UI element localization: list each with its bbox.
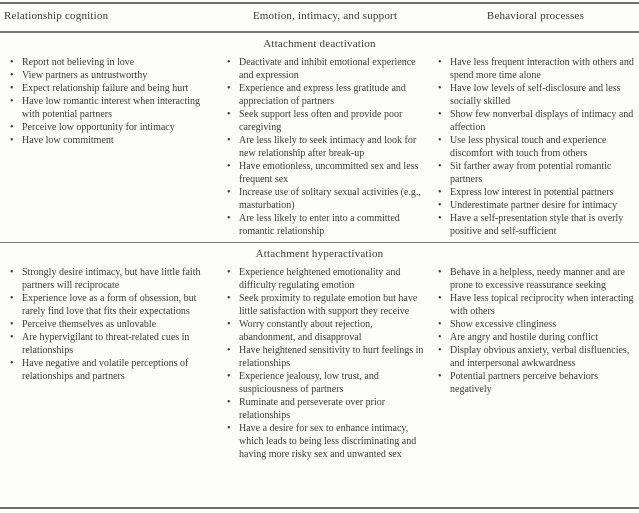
bullet-item: • Experience heightened emotionality and difficulty regulating emotion bbox=[226, 266, 428, 292]
bullet-item: • Ruminate and perseverate over prior relationships bbox=[226, 396, 428, 422]
bullet-item: • Increase use of solitary sexual activities (e.g., masturbation) bbox=[226, 186, 428, 212]
bullet-item: • Have a desire for sex to enhance intimacy, which leads to being less discriminating and having more risky sex and unwanted sex bbox=[226, 422, 428, 461]
bullet-item: • Experience and express less gratitude and appreciation of partners bbox=[226, 82, 428, 108]
bullet-item: • View partners as untrustworthy bbox=[9, 69, 212, 82]
bullet-item: • Perceive themselves as unlovable bbox=[9, 318, 212, 331]
bullet-item: • Behave in a helpless, needy manner and are prone to excessive reassurance seeking bbox=[437, 266, 635, 292]
deactivation-emotion-intimacy-support-list bbox=[218, 56, 432, 238]
hyperactivation-columns bbox=[0, 264, 639, 461]
bullet-item: • Display obvious anxiety, verbal disfluencies, and interpersonal awkwardness bbox=[437, 344, 635, 370]
bullet-item: • Experience love as a form of obsession, but rarely find love that fits their expectations bbox=[9, 292, 212, 318]
bullet-item: • Seek support less often and provide poor caregiving bbox=[226, 108, 428, 134]
bullet-item: • Expect relationship failure and being hurt bbox=[9, 82, 212, 95]
table-header-row bbox=[0, 4, 639, 31]
bullet-item: • Have less frequent interaction with others and spend more time alone bbox=[437, 56, 635, 82]
column-header-emotion-intimacy-support: Emotion, intimacy, and support bbox=[252, 10, 398, 22]
section-attachment-deactivation bbox=[0, 33, 639, 242]
bullet-item: • Express low interest in potential partners bbox=[437, 186, 635, 199]
deactivation-columns bbox=[0, 54, 639, 238]
bullet-item: • Experience jealousy, low trust, and suspiciousness of partners bbox=[226, 370, 428, 396]
section-title-hyperactivation: Attachment hyperactivation bbox=[255, 248, 384, 260]
bullet-item: • Strongly desire intimacy, but have little faith partners will reciprocate bbox=[9, 266, 212, 292]
bullet-item: • Have a self-presentation style that is overly positive and self-sufficient bbox=[437, 212, 635, 238]
deactivation-behavioral-processes-list bbox=[432, 56, 639, 238]
bullet-item: • Have negative and volatile perceptions of relationships and partners bbox=[9, 357, 212, 383]
hyperactivation-relationship-cognition-list bbox=[0, 266, 218, 383]
bullet-item: • Have emotionless, uncommitted sex and less frequent sex bbox=[226, 160, 428, 186]
table-bottom-rule bbox=[0, 507, 639, 509]
column-header-relationship-cognition: Relationship cognition bbox=[4, 10, 109, 22]
bullet-item: • Show excessive clinginess bbox=[437, 318, 635, 331]
hyperactivation-emotion-intimacy-support-list bbox=[218, 266, 432, 461]
bullet-item: • Show few nonverbal displays of intimacy and affection bbox=[437, 108, 635, 134]
bullet-item: • Seek proximity to regulate emotion but have little satisfaction with support they receive bbox=[226, 292, 428, 318]
bullet-item: • Are less likely to seek intimacy and look for new relationship after break-up bbox=[226, 134, 428, 160]
bullet-item: • Worry constantly about rejection, abandonment, and disapproval bbox=[226, 318, 428, 344]
hyperactivation-behavioral-processes-list bbox=[432, 266, 639, 396]
bullet-item: • Have low romantic interest when interacting with potential partners bbox=[9, 95, 212, 121]
bullet-item: • Are hypervigilant to threat-related cues in relationships bbox=[9, 331, 212, 357]
bullet-item: • Have less topical reciprocity when interacting with others bbox=[437, 292, 635, 318]
deactivation-relationship-cognition-list bbox=[0, 56, 218, 147]
bullet-item: • Have low commitment bbox=[9, 134, 212, 147]
bullet-item: • Perceive low opportunity for intimacy bbox=[9, 121, 212, 134]
bullet-item: • Have low levels of self-disclosure and less socially skilled bbox=[437, 82, 635, 108]
bullet-item: • Report not believing in love bbox=[9, 56, 212, 69]
bullet-item: • Have heightened sensitivity to hurt feelings in relationships bbox=[226, 344, 428, 370]
bullet-item: • Are less likely to enter into a committed romantic relationship bbox=[226, 212, 428, 238]
section-attachment-hyperactivation bbox=[0, 243, 639, 507]
bullet-item: • Use less physical touch and experience discomfort with touch from others bbox=[437, 134, 635, 160]
column-header-behavioral-processes: Behavioral processes bbox=[486, 10, 585, 22]
bullet-item: • Are angry and hostile during conflict bbox=[437, 331, 635, 344]
bullet-item: • Underestimate partner desire for intimacy bbox=[437, 199, 635, 212]
bullet-item: • Sit farther away from potential romantic partners bbox=[437, 160, 635, 186]
bullet-item: • Potential partners perceive behaviors negatively bbox=[437, 370, 635, 396]
section-title-deactivation: Attachment deactivation bbox=[263, 37, 376, 50]
bullet-item: • Deactivate and inhibit emotional experience and expression bbox=[226, 56, 428, 82]
